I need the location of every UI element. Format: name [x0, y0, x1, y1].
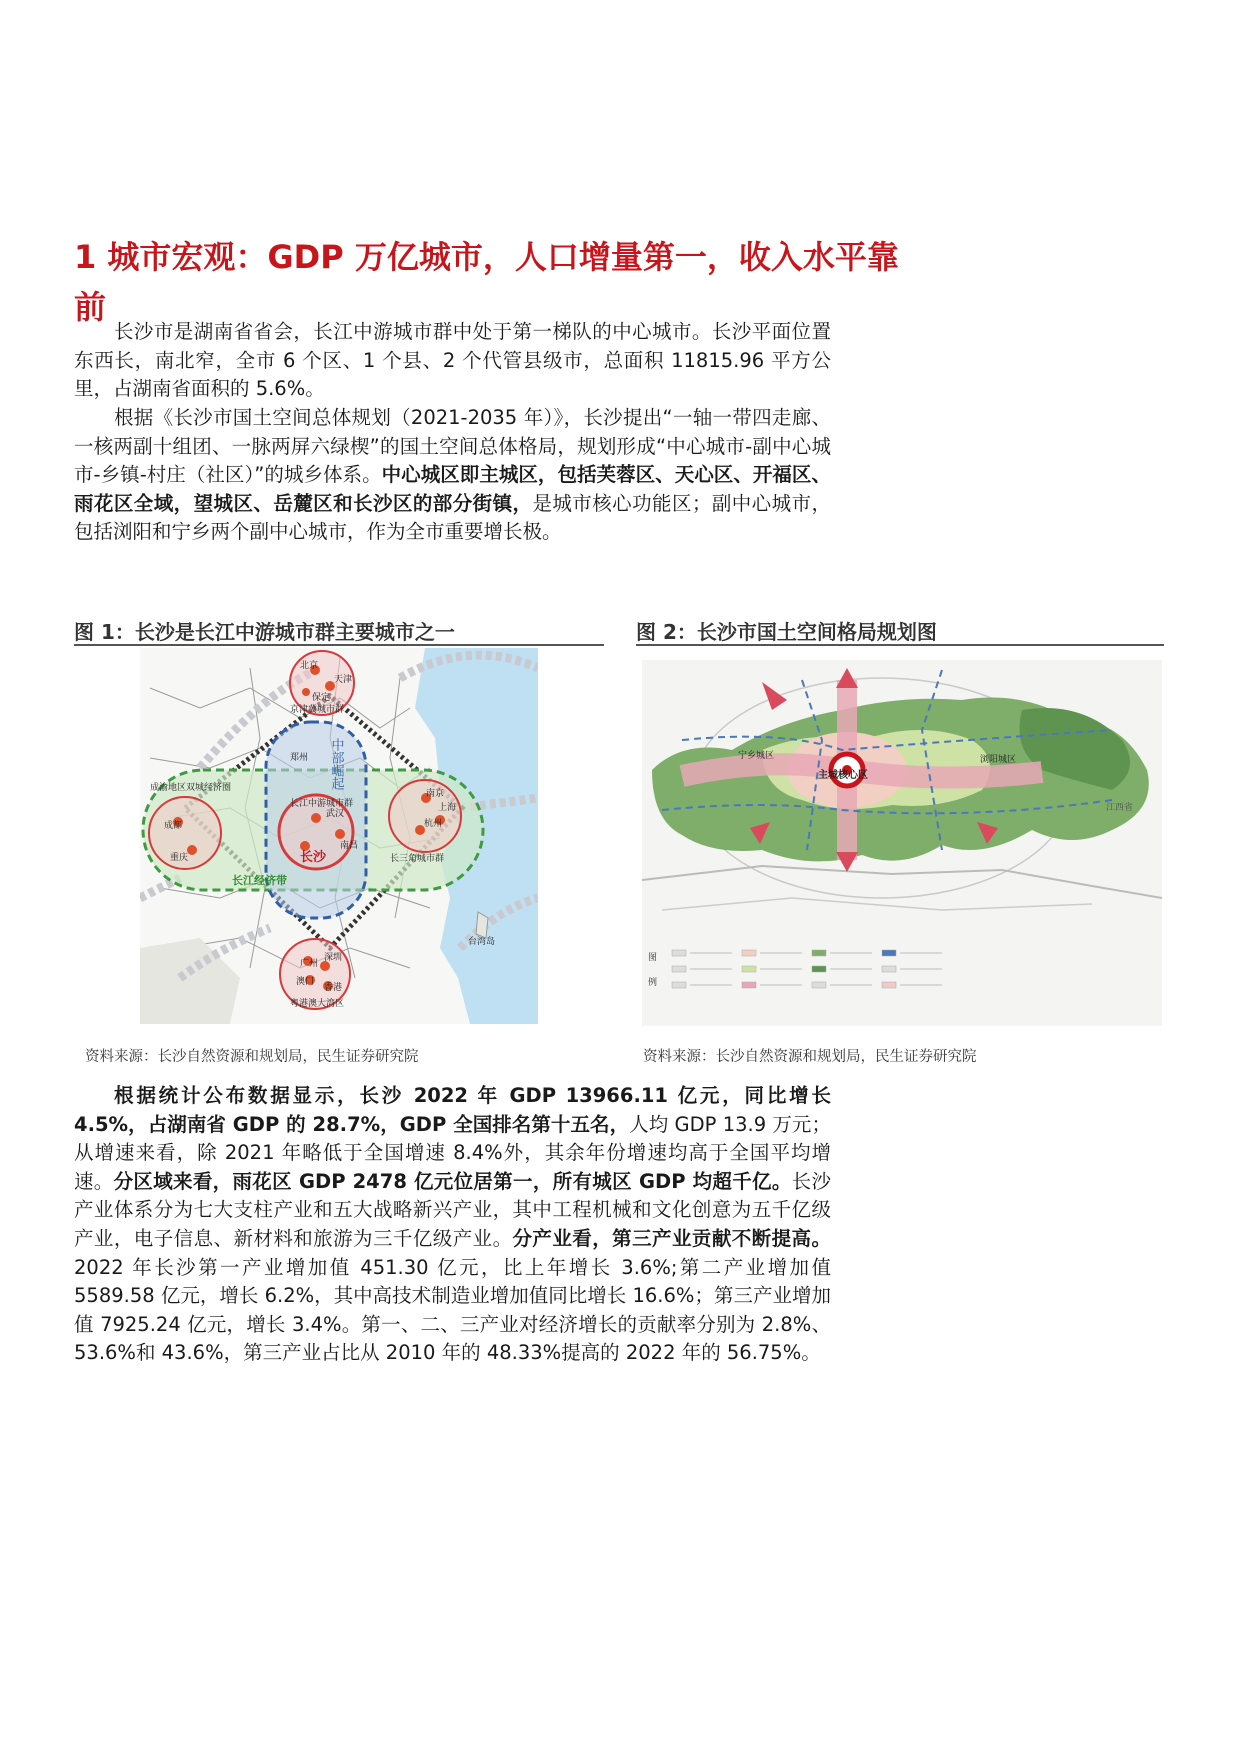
paragraph-text: 人均 GDP 13.9 万元；从增速来看，除 2021 年略低于全国增速 8.4%外，其余年份增速均高于全国平均增速。 [74, 1112, 831, 1193]
label-shenzhen: 深圳 [324, 953, 343, 963]
paragraph-gdp [74, 1082, 831, 1368]
label-ningxiang: 宁乡城区 [738, 751, 775, 761]
figure2-map [642, 660, 1162, 1026]
figure2-rule [636, 644, 1164, 646]
label-jiangxi: 江西省 [1106, 803, 1134, 813]
figure2-caption: 图 2：长沙市国土空间格局规划图 [636, 620, 937, 644]
label-hangzhou: 杭州 [424, 819, 443, 829]
label-changjiang-mid: 长江中游城市群 [290, 799, 354, 809]
figure2-svg [642, 660, 1162, 1026]
label-nanjing: 南京 [426, 789, 445, 799]
paragraph-text: 是城市核心功能区；副中心城市，包括浏阳和宁乡两个副中心城市，作为全市重要增长极。 [74, 491, 831, 544]
paragraph-text: 2022 年长沙第一产业增加值 451.30 亿元，比上年增长 3.6%;第二产业增加值 5589.58 亿元，增长 6.2%，其中高技术制造业增加值同比增长 16.6%；第三产业增加值 7925.24 亿元，增长 3.4%。第一、二、三产业对经济增长的贡献率分别为 2.8%、53.6%和 43.6%，第三产业占比从 2010 年的 48.33%提高的 2022 年的 56.75%。 [74, 1255, 831, 1365]
figure1-rule [74, 644, 604, 646]
paragraph-city-overview: 长沙市是湖南省省会，长江中游城市群中处于第一梯队的中心城市。长沙平面位置东西长，南北窄，全市 6 个区、1 个县、2 个代管县级市，总面积 11815.96 平方公里，占湖南省面积的 5.6%。 [74, 320, 831, 401]
label-zhengzhou: 郑州 [290, 753, 309, 763]
label-zhongbu: 中部崛起 [328, 738, 344, 790]
figure1-map [140, 648, 538, 1024]
label-tianjin: 天津 [334, 675, 353, 685]
paragraph-bold-text: 中心城区即主城区，包括芙蓉区、天心区、开福区、雨花区全域，望城区、岳麓区和长沙区的部分街镇， [74, 463, 831, 515]
label-core: 主城核心区 [818, 770, 868, 781]
label-baoding: 保定 [312, 693, 331, 703]
label-jingjinji: 京津冀城市群 [290, 705, 345, 715]
legend-label-a: 图 [648, 953, 658, 963]
paragraph-text: 长沙产业体系分为七大支柱产业和五大战略新兴产业，其中工程机械和文化创意为五千亿级产业，电子信息、新材料和旅游为三千亿级产业。 [74, 1169, 831, 1250]
label-changsha: 长沙 [300, 850, 327, 865]
figure2-source: 资料来源：长沙自然资源和规划局，民生证券研究院 [643, 1049, 977, 1065]
legend-label-b: 例 [648, 978, 658, 988]
label-beijing: 北京 [300, 661, 319, 671]
label-shanghai: 上海 [438, 803, 457, 813]
label-gba: 粤港澳大湾区 [290, 999, 345, 1009]
paragraph-spatial-plan [74, 404, 831, 547]
label-hongkong: 香港 [324, 983, 343, 993]
paragraph-bold-text: 分产业看，第三产业贡献不断提高。 [512, 1226, 831, 1250]
label-chongqing: 重庆 [170, 853, 189, 863]
label-wuhan: 武汉 [326, 809, 345, 819]
label-chengdu: 成都 [164, 821, 183, 831]
label-aomen: 澳门 [296, 977, 315, 987]
section-title: 1 城市宏观：GDP 万亿城市，人口增量第一，收入水平靠前 [74, 238, 899, 326]
label-yangtze-delta: 长三角城市群 [390, 854, 445, 864]
label-nanchang: 南昌 [340, 841, 359, 851]
label-guangzhou: 广州 [300, 959, 319, 969]
paragraph-bold-text: 分区域来看，雨花区 GDP 2478 亿元位居第一，所有城区 GDP 均超千亿。 [113, 1169, 792, 1193]
figure1-caption: 图 1：长沙是长江中游城市群主要城市之一 [74, 620, 455, 644]
label-chengyu: 成渝地区双城经济圈 [150, 783, 232, 793]
paragraph-text: 根据《长沙市国土空间总体规划（2021-2035 年）》，长沙提出“一轴一带四走廊、一核两副十组团、一脉两屏六绿楔”的国土空间总体格局，规划形成“中心城市-副中心城市-乡镇-村庄（社区）”的城乡体系。 [74, 406, 831, 487]
label-liuyang: 浏阳城区 [980, 755, 1017, 765]
paragraph-bold-text: 根据统计公布数据显示，长沙 2022 年 GDP 13966.11 亿元，同比增长 4.5%，占湖南省 GDP 的 28.7%，GDP 全国排名第十五名， [74, 1084, 831, 1136]
figure1-source: 资料来源：长沙自然资源和规划局，民生证券研究院 [85, 1049, 419, 1065]
label-taiwan: 台湾岛 [468, 937, 496, 947]
figure1-svg [140, 648, 538, 1024]
label-economic-belt: 长江经济带 [232, 874, 287, 887]
